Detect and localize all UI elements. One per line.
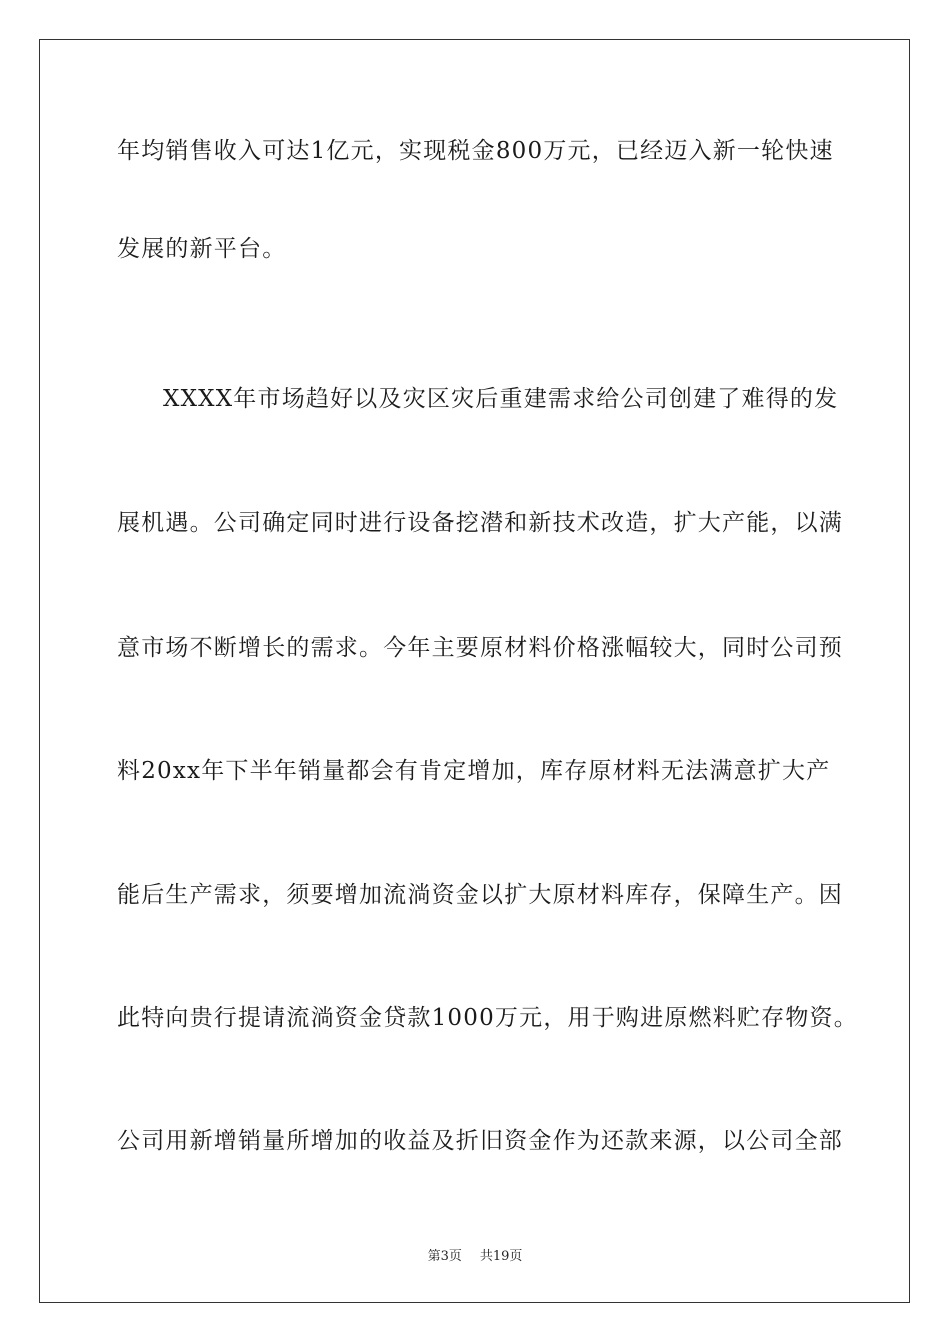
text-line-1: 年均销售收入可达1亿元，实现税金800万元，已经迈入新一轮快速 xyxy=(117,138,834,164)
text-line-6: 料20xx年下半年销量都会有肯定增加，库存原材料无法满意扩大产 xyxy=(117,758,831,784)
page-number-total: 共19页 xyxy=(479,1249,523,1264)
text-line-2: 发展的新平台。 xyxy=(117,236,287,262)
text-line-9: 公司用新增销量所增加的收益及折旧资金作为还款来源，以公司全部 xyxy=(117,1128,843,1154)
text-line-5: 意市场不断增长的需求。今年主要原材料价格涨幅较大，同时公司预 xyxy=(117,635,843,661)
page-footer xyxy=(0,1248,950,1266)
text-line-8: 此特向贵行提请流淌资金贷款1000万元，用于购进原燃料贮存物资。 xyxy=(117,1005,858,1031)
text-line-4: 展机遇。公司确定同时进行设备挖潜和新技术改造，扩大产能，以满 xyxy=(117,510,843,536)
page-frame xyxy=(39,39,910,1303)
text-line-3: XXXX年市场趋好以及灾区灾后重建需求给公司创建了难得的发 xyxy=(163,386,839,412)
text-line-7: 能后生产需求，须要增加流淌资金以扩大原材料库存，保障生产。因 xyxy=(117,882,843,908)
page-number-current: 第3页 xyxy=(427,1249,462,1264)
